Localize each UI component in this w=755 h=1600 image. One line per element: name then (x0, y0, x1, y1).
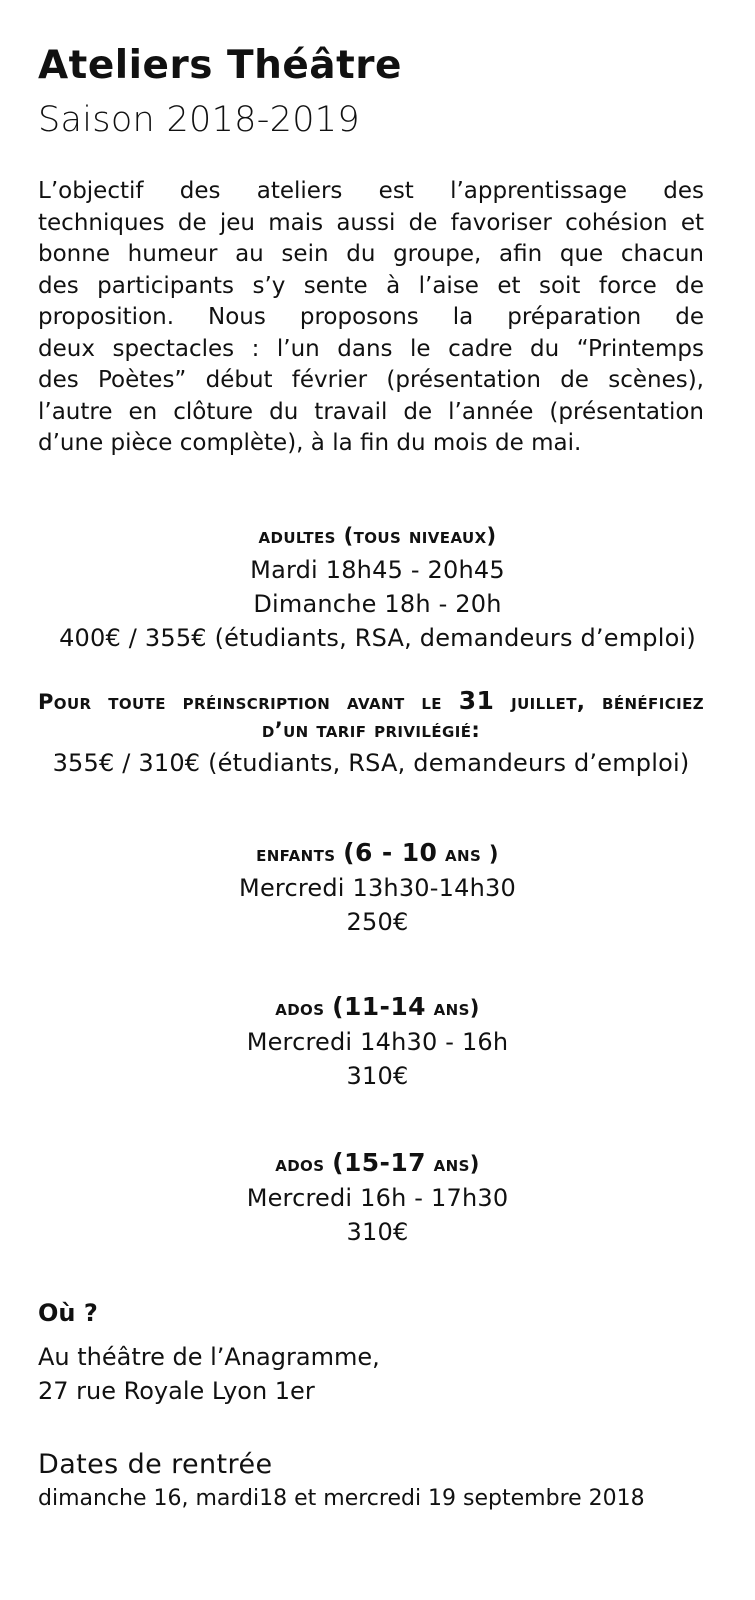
intro-line: l’autre en clôture du travail de l’année (présentation (38, 398, 704, 425)
adultes-heading (0, 520, 755, 553)
intro-line: L’objectif des ateliers est l’apprentissage des (38, 178, 704, 204)
enfants-heading (0, 836, 755, 871)
adultes-heading-label: adultes (258, 524, 336, 548)
adultes-schedule-1: Mardi 18h45 - 20h45 (250, 556, 505, 584)
intro-paragraph (38, 176, 704, 460)
enfants-heading-age: (6 - 10 (343, 838, 438, 867)
promo-heading-line (38, 686, 704, 717)
promo-section (38, 686, 704, 783)
adultes-price: 400€ / 355€ (étudiants, RSA, demandeurs d’emploi) (59, 624, 696, 652)
intro-line: des participants s’y sente à l’aise et soit force de (38, 272, 704, 299)
promo-heading-b: juillet, bénéficiez (494, 690, 705, 714)
ados-15-17-heading-label: ados (275, 1152, 325, 1176)
promo-heading-line-2: d’un tarif privilégié: (261, 718, 481, 742)
intro-line: proposition. Nous proposons la préparation de (38, 304, 704, 330)
ados-11-14-section (0, 990, 755, 1093)
start-dates-label: Dates de rentrée (38, 1449, 273, 1480)
intro-line: d’une pièce complète), à la fin du mois de mai. (38, 430, 582, 456)
season-subtitle: Saison 2018-2019 (38, 100, 360, 140)
intro-line: des Poètes” début février (présentation de scènes), (38, 367, 704, 393)
location-venue: Au théâtre de l’Anagramme, (38, 1343, 380, 1371)
page-title: Ateliers Théâtre (38, 43, 402, 88)
adultes-schedule-2: Dimanche 18h - 20h (253, 590, 502, 618)
intro-line: deux spectacles : l’un dans le cadre du “Printemps (38, 335, 704, 362)
location-label: Où ? (38, 1299, 98, 1327)
enfants-schedule: Mercredi 13h30-14h30 (239, 874, 516, 902)
ados-15-17-section (0, 1146, 755, 1249)
ados-11-14-schedule: Mercredi 14h30 - 16h (246, 1028, 509, 1056)
start-dates-value: dimanche 16, mardi18 et mercredi 19 septembre 2018 (38, 1486, 645, 1511)
ados-15-17-price: 310€ (346, 1218, 409, 1246)
ados-15-17-heading-suffix: ans) (433, 1152, 480, 1176)
ados-15-17-heading-age: (15-17 (332, 1148, 426, 1177)
location-address: 27 rue Royale Lyon 1er (38, 1377, 315, 1405)
intro-line: techniques de jeu mais aussi de favoriser cohésion et (38, 209, 704, 236)
ados-11-14-heading-label: ados (275, 996, 325, 1020)
promo-price: 355€ / 310€ (étudiants, RSA, demandeurs d’emploi) (52, 749, 690, 777)
promo-heading-a: Pour toute préinscription avant le (38, 690, 459, 714)
ados-11-14-heading-age: (11-14 (332, 992, 426, 1021)
adultes-section (0, 520, 755, 655)
ados-11-14-heading (0, 990, 755, 1025)
intro-line: bonne humeur au sein du groupe, afin que chacun (38, 241, 704, 267)
enfants-price: 250€ (346, 908, 409, 936)
ados-15-17-heading (0, 1146, 755, 1181)
ados-11-14-heading-suffix: ans) (433, 996, 480, 1020)
adultes-heading-level: (tous niveaux) (343, 524, 497, 548)
enfants-section (0, 836, 755, 939)
enfants-heading-suffix: ans ) (445, 842, 499, 866)
ados-15-17-schedule: Mercredi 16h - 17h30 (246, 1184, 509, 1212)
ados-11-14-price: 310€ (346, 1062, 409, 1090)
enfants-heading-label: enfants (256, 842, 336, 866)
promo-heading-date: 31 (458, 686, 495, 715)
